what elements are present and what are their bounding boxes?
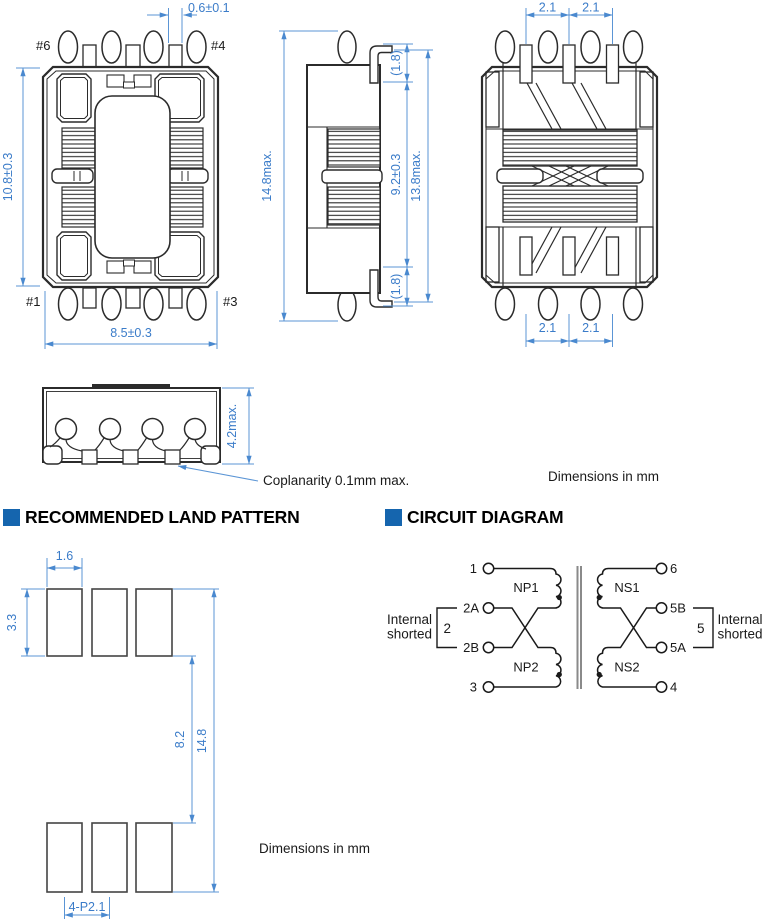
pin-label-1: #1 [26, 294, 41, 309]
terminal-3 [483, 682, 493, 692]
pad-top-3 [136, 589, 172, 656]
internal-shorted-left-2: shorted [386, 626, 433, 642]
pin-label-4: #4 [211, 38, 226, 53]
pad-bottom-1 [47, 823, 82, 892]
dim-with-leads-label: 13.8max. [409, 150, 423, 202]
terminal-2b [483, 642, 493, 652]
group-2-label: 2 [443, 621, 452, 636]
pad-top-1 [47, 589, 82, 656]
back-view-dim-pitch-top [526, 1, 613, 45]
dim-pad-height-label: 3.3 [5, 613, 19, 632]
pad-top-2 [92, 589, 127, 656]
side-view-drawing [260, 0, 470, 362]
terminal-2a [483, 603, 493, 613]
dim-pitch-top-right-label: 2.1 [582, 0, 600, 15]
pad-bottom-2 [92, 823, 127, 892]
ns2-polarity-dot [597, 672, 602, 677]
winding-ns1-label: NS1 [614, 580, 640, 595]
circuit-title: CIRCUIT DIAGRAM [407, 507, 564, 527]
winding-np1-label: NP1 [513, 580, 539, 595]
dimensions-note-bottom: Dimensions in mm [259, 841, 371, 856]
circuit-diagram [380, 545, 770, 715]
dim-body-label: 9.2±0.3 [389, 153, 403, 196]
np2-polarity-dot [557, 672, 562, 677]
side-view-body [307, 46, 392, 307]
bottom-view-drawing [0, 370, 450, 502]
terminal-4 [656, 682, 666, 692]
internal-shorted-right-2: shorted [717, 626, 763, 642]
dim-pad-width-label: 1.6 [55, 549, 74, 563]
land-dim-gap [173, 656, 196, 823]
internal-shorted-right-1: Internal [717, 612, 763, 627]
land-dim-pitch [65, 897, 110, 919]
dim-lead-top-label: (1.8) [389, 50, 403, 76]
top-view-drawing [0, 0, 260, 362]
terminal-6 [656, 563, 666, 573]
back-view-drawing [470, 0, 770, 362]
dim-pitch-bottom-left-label: 2.1 [538, 321, 557, 335]
winding-np2-label: NP2 [513, 659, 539, 675]
back-view-dim-pitch-bottom [526, 314, 613, 347]
land-pattern-pads [47, 589, 172, 892]
winding-ns2-label: NS2 [614, 659, 640, 675]
terminal-5b [656, 603, 666, 613]
section-header-land-pattern [3, 507, 300, 528]
polarity-dots [557, 595, 602, 677]
pin-6-label: 6 [670, 561, 678, 576]
bottom-view-dim-height [222, 388, 254, 464]
pad-bottom-3 [136, 823, 172, 892]
dim-total-label: 14.8 [195, 728, 209, 754]
pin-3-label: 3 [469, 679, 477, 695]
terminal-5a [656, 642, 666, 652]
dimensions-note-top: Dimensions in mm [548, 469, 660, 484]
dim-width-label: 8.5±0.3 [110, 326, 152, 340]
pin-4-label: 4 [670, 679, 678, 695]
land-dim-pad-width [47, 549, 82, 587]
pin-2a-label: 2A [463, 600, 479, 616]
back-view-winding-bands [497, 130, 643, 222]
land-pattern-title: RECOMMENDED LAND PATTERN [25, 507, 300, 527]
land-pattern-drawing [0, 545, 250, 924]
coplanarity-callout [178, 466, 409, 488]
section-header-circuit [385, 507, 563, 528]
dim-lead-bottom-label: (1.8) [389, 273, 403, 300]
pin-label-3: #3 [223, 294, 238, 309]
land-dim-pad-height [5, 589, 45, 656]
pin-label-6: #6 [36, 38, 51, 53]
core-top-strip [92, 384, 170, 389]
dim-pitch-bottom-right-label: 2.1 [582, 321, 600, 335]
dim-gap-label: 8.2 [173, 730, 187, 749]
side-view-dim-lead-bottom [383, 267, 413, 306]
coplanarity-note: Coplanarity 0.1mm max. [263, 473, 410, 488]
top-view-dim-height [1, 68, 40, 286]
pin-5a-label: 5A [670, 640, 686, 655]
dim-tab-width-label: 0.6±0.1 [188, 1, 230, 15]
dim-pitch-label: 4-P2.1 [68, 900, 106, 914]
header-bullet-icon [385, 509, 402, 526]
dim-pitch-top-left-label: 2.1 [538, 0, 557, 15]
internal-shorted-left-1: Internal [386, 612, 433, 627]
circuit-core [578, 566, 582, 689]
dim-bottom-height-label: 4.2max. [225, 403, 239, 449]
pin-5b-label: 5B [670, 600, 686, 616]
ns1-polarity-dot [597, 595, 602, 600]
group-5-label: 5 [697, 621, 705, 636]
header-bullet-icon [3, 509, 20, 526]
dim-height-label: 10.8±0.3 [1, 152, 15, 202]
terminal-1 [483, 563, 493, 573]
dim-total-height-label: 14.8max. [260, 150, 274, 202]
pin-1-label: 1 [469, 561, 477, 576]
pin-2b-label: 2B [463, 640, 479, 655]
np1-polarity-dot [557, 595, 562, 600]
